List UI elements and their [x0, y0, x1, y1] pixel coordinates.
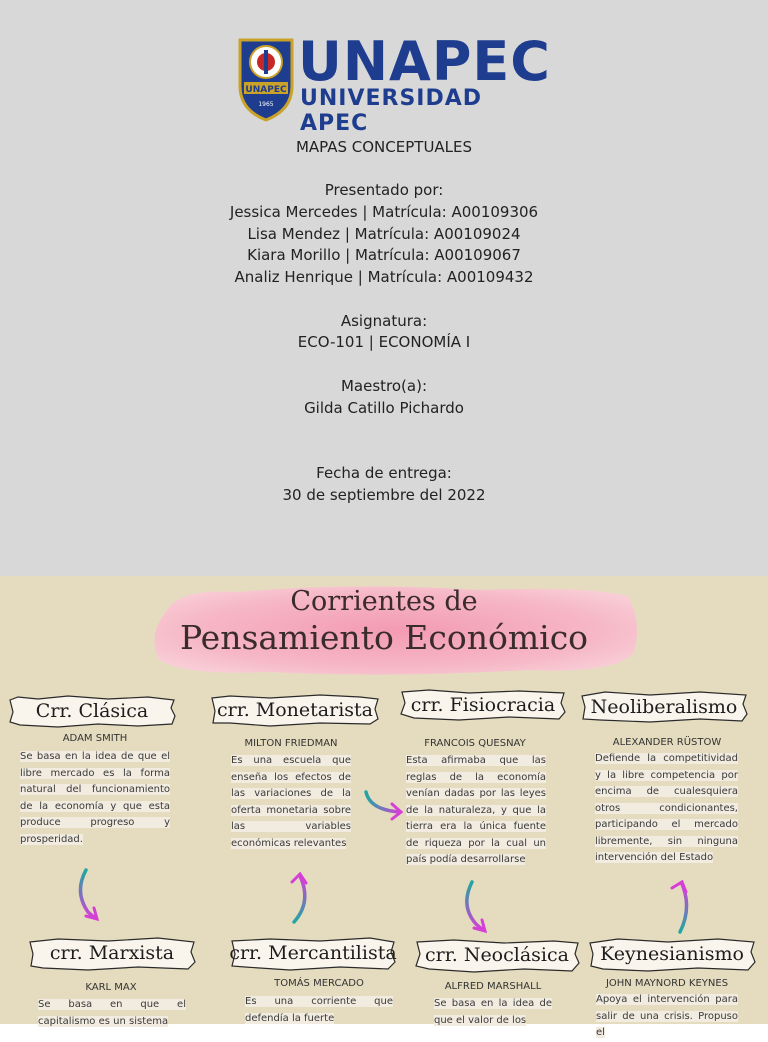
concept-map-page — [0, 576, 768, 1038]
current-description: Se basa en que el capitalismo es un sistema — [38, 999, 186, 1027]
current-author: FRANCOIS QUESNAY — [424, 738, 526, 749]
current-name: Keynesianismo — [600, 943, 744, 965]
tag-monetarista — [210, 693, 380, 727]
tag-clasica — [8, 694, 176, 728]
current-description: Se basa en la idea de que el libre mercado es la forma natural del funcionamiento de la economía y que esta produce progreso y prosperidad. — [20, 751, 170, 845]
down-arrow-icon — [458, 878, 494, 938]
logo-wordmark: UNAPEC — [298, 30, 551, 93]
current-description: Apoya el intervención para salir de una crisis. Propuso el — [596, 994, 738, 1038]
svg-text:1965: 1965 — [258, 101, 274, 108]
teacher-label: Maestro(a): — [340, 377, 428, 395]
logo-subtitle: UNIVERSIDAD APEC — [300, 86, 483, 136]
student-line: Lisa Mendez | Matrícula: A00109024 — [247, 225, 521, 243]
student-line: Analiz Henrique | Matrícula: A00109432 — [234, 268, 534, 286]
unapec-logo — [236, 30, 551, 136]
current-description: Esta afirmaba que las reglas de la economía venían dadas por las leyes de la naturaleza, y que la tierra era la única fuente de riqueza por la cual un país podía desarrollarse — [406, 755, 546, 865]
current-name: crr. Neoclásica — [425, 944, 569, 966]
current-author: KARL MAX — [85, 982, 137, 993]
current-author: TOMÁS MERCADO — [274, 978, 364, 989]
current-name: crr. Monetarista — [216, 699, 373, 721]
presented-by-label: Presentado por: — [324, 181, 444, 199]
current-name: crr. Mercantilista — [229, 942, 397, 964]
svg-text:UNAPEC: UNAPEC — [245, 85, 287, 95]
current-description: Es una corriente que defendía la fuerte — [245, 996, 393, 1024]
map-title-line1: Corrientes de — [290, 586, 478, 617]
current-author: MILTON FRIEDMAN — [244, 738, 338, 749]
current-name: Crr. Clásica — [35, 700, 149, 722]
current-author: ADAM SMITH — [62, 733, 128, 744]
date-label: Fecha de entrega: — [316, 464, 452, 482]
current-author: ALEXANDER RÜSTOW — [612, 737, 722, 748]
current-description: Es una escuela que enseña los efectos de las variaciones de la oferta monetaria sobre las variables económicas relevantes — [231, 755, 351, 849]
down-arrow-icon — [72, 866, 108, 926]
tag-neoliberalismo — [580, 690, 748, 724]
up-arrow-icon — [282, 868, 318, 928]
tag-mercantilista — [230, 936, 396, 970]
current-description: Se basa en la idea de que el valor de los — [434, 998, 552, 1026]
student-line: Jessica Mercedes | Matrícula: A00109306 — [229, 203, 539, 221]
current-name: Neoliberalismo — [590, 696, 738, 718]
current-description: Defiende la competitividad y la libre competencia por encima de cualesquiera otros condicionantes, participando el mercado libremente, sin ninguna intervención del Estado — [595, 753, 738, 863]
tag-marxista — [28, 936, 196, 970]
tag-fisiocracia — [399, 688, 567, 722]
up-arrow-icon — [664, 876, 700, 936]
document-type: MAPAS CONCEPTUALES — [295, 138, 473, 156]
current-author: ALFRED MARSHALL — [444, 981, 542, 992]
date-value: 30 de septiembre del 2022 — [282, 486, 486, 504]
tag-neoclasica — [414, 938, 580, 972]
student-line: Kiara Morillo | Matrícula: A00109067 — [247, 246, 521, 264]
teacher-value: Gilda Catillo Pichardo — [304, 399, 464, 417]
tag-keynesianismo — [588, 937, 756, 971]
current-name: crr. Fisiocracia — [410, 694, 556, 716]
map-title-line2: Pensamiento Económico — [179, 618, 589, 657]
unapec-shield-icon — [236, 36, 296, 122]
subject-label: Asignatura: — [340, 312, 428, 330]
right-arrow-icon — [362, 788, 406, 824]
current-name: crr. Marxista — [49, 942, 175, 964]
current-author: JOHN MAYNORD KEYNES — [605, 978, 729, 989]
subject-value: ECO-101 | ECONOMÍA I — [297, 333, 471, 351]
